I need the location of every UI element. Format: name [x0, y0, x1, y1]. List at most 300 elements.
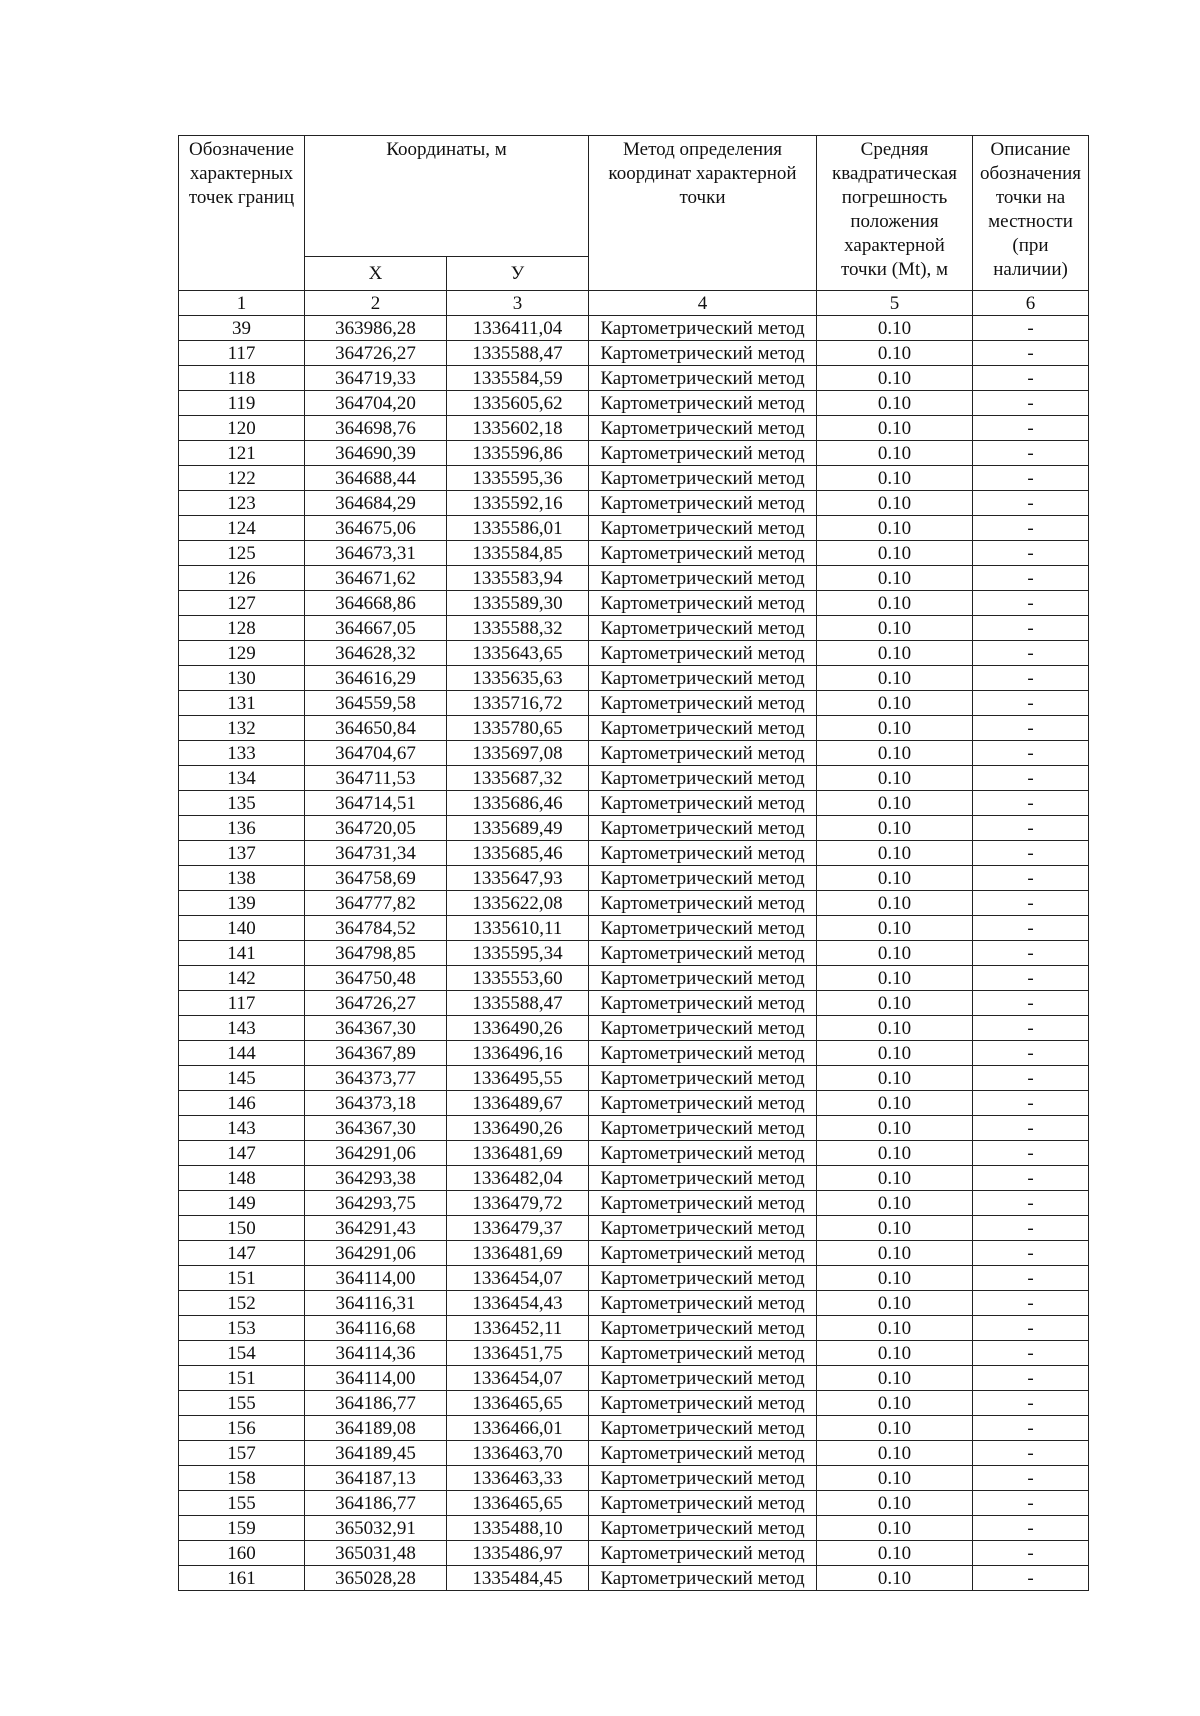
column-numbers-row — [179, 291, 1089, 316]
cell-point: 123 — [179, 491, 305, 516]
cell-method: Картометрический метод — [589, 1516, 817, 1541]
cell-x: 364116,31 — [305, 1291, 447, 1316]
cell-description: - — [973, 1341, 1089, 1366]
cell-y: 1336465,65 — [447, 1391, 589, 1416]
cell-method: Картометрический метод — [589, 1466, 817, 1491]
cell-method: Картометрический метод — [589, 1541, 817, 1566]
cell-point: 135 — [179, 791, 305, 816]
cell-method: Картометрический метод — [589, 891, 817, 916]
cell-y: 1336481,69 — [447, 1241, 589, 1266]
cell-description: - — [973, 1441, 1089, 1466]
table-row — [179, 791, 1089, 816]
cell-error: 0.10 — [817, 1266, 973, 1291]
cell-x: 364719,33 — [305, 366, 447, 391]
cell-description: - — [973, 1066, 1089, 1091]
cell-x: 364731,34 — [305, 841, 447, 866]
cell-description: - — [973, 516, 1089, 541]
cell-method: Картометрический метод — [589, 641, 817, 666]
cell-description: - — [973, 1116, 1089, 1141]
cell-error: 0.10 — [817, 466, 973, 491]
cell-point: 124 — [179, 516, 305, 541]
cell-method: Картометрический метод — [589, 791, 817, 816]
table-row — [179, 841, 1089, 866]
cell-y: 1335596,86 — [447, 441, 589, 466]
cell-x: 363986,28 — [305, 316, 447, 341]
cell-error: 0.10 — [817, 316, 973, 341]
cell-method: Картометрический метод — [589, 566, 817, 591]
cell-method: Картометрический метод — [589, 1291, 817, 1316]
cell-error: 0.10 — [817, 916, 973, 941]
cell-point: 146 — [179, 1091, 305, 1116]
cell-description: - — [973, 1491, 1089, 1516]
cell-y: 1336463,33 — [447, 1466, 589, 1491]
cell-description: - — [973, 766, 1089, 791]
cell-error: 0.10 — [817, 566, 973, 591]
cell-point: 130 — [179, 666, 305, 691]
cell-error: 0.10 — [817, 1491, 973, 1516]
header-point: Обозначение характерных точек границ — [179, 136, 305, 291]
table-row — [179, 1416, 1089, 1441]
table-row — [179, 1516, 1089, 1541]
table-row — [179, 916, 1089, 941]
table-row — [179, 991, 1089, 1016]
cell-description: - — [973, 1241, 1089, 1266]
cell-description: - — [973, 616, 1089, 641]
cell-point: 117 — [179, 341, 305, 366]
table-row — [179, 316, 1089, 341]
cell-description: - — [973, 1391, 1089, 1416]
column-number: 2 — [305, 291, 447, 316]
cell-error: 0.10 — [817, 1466, 973, 1491]
table-row — [179, 891, 1089, 916]
cell-x: 364293,75 — [305, 1191, 447, 1216]
cell-description: - — [973, 816, 1089, 841]
cell-x: 364704,67 — [305, 741, 447, 766]
table-body — [179, 291, 1089, 1591]
table-row — [179, 1266, 1089, 1291]
cell-y: 1336454,43 — [447, 1291, 589, 1316]
cell-error: 0.10 — [817, 941, 973, 966]
table-row — [179, 616, 1089, 641]
cell-y: 1335780,65 — [447, 716, 589, 741]
cell-method: Картометрический метод — [589, 391, 817, 416]
cell-description: - — [973, 1191, 1089, 1216]
cell-error: 0.10 — [817, 1191, 973, 1216]
cell-x: 365028,28 — [305, 1566, 447, 1591]
cell-x: 364798,85 — [305, 941, 447, 966]
cell-error: 0.10 — [817, 966, 973, 991]
cell-point: 150 — [179, 1216, 305, 1241]
cell-method: Картометрический метод — [589, 916, 817, 941]
cell-error: 0.10 — [817, 641, 973, 666]
cell-point: 149 — [179, 1191, 305, 1216]
cell-y: 1335605,62 — [447, 391, 589, 416]
cell-point: 147 — [179, 1141, 305, 1166]
table-row — [179, 1191, 1089, 1216]
cell-method: Картометрический метод — [589, 1116, 817, 1141]
cell-method: Картометрический метод — [589, 1391, 817, 1416]
cell-description: - — [973, 416, 1089, 441]
table-row — [179, 1241, 1089, 1266]
cell-description: - — [973, 666, 1089, 691]
table-row — [179, 1166, 1089, 1191]
cell-error: 0.10 — [817, 666, 973, 691]
header-x: X — [305, 257, 447, 291]
cell-y: 1335583,94 — [447, 566, 589, 591]
cell-description: - — [973, 866, 1089, 891]
cell-point: 156 — [179, 1416, 305, 1441]
cell-method: Картометрический метод — [589, 541, 817, 566]
cell-method: Картометрический метод — [589, 1216, 817, 1241]
cell-method: Картометрический метод — [589, 1191, 817, 1216]
table-row — [179, 566, 1089, 591]
table-row — [179, 1491, 1089, 1516]
cell-y: 1335589,30 — [447, 591, 589, 616]
cell-error: 0.10 — [817, 891, 973, 916]
cell-method: Картометрический метод — [589, 616, 817, 641]
cell-x: 364367,30 — [305, 1116, 447, 1141]
cell-point: 138 — [179, 866, 305, 891]
cell-method: Картометрический метод — [589, 841, 817, 866]
coordinates-table — [178, 135, 1089, 1591]
cell-method: Картометрический метод — [589, 1141, 817, 1166]
cell-y: 1335486,97 — [447, 1541, 589, 1566]
cell-point: 132 — [179, 716, 305, 741]
cell-x: 364367,30 — [305, 1016, 447, 1041]
cell-point: 155 — [179, 1491, 305, 1516]
cell-y: 1336490,26 — [447, 1116, 589, 1141]
cell-y: 1335595,34 — [447, 941, 589, 966]
cell-point: 134 — [179, 766, 305, 791]
cell-error: 0.10 — [817, 841, 973, 866]
cell-x: 364667,05 — [305, 616, 447, 641]
cell-error: 0.10 — [817, 1116, 973, 1141]
table-row — [179, 941, 1089, 966]
cell-x: 364116,68 — [305, 1316, 447, 1341]
table-row — [179, 1041, 1089, 1066]
cell-description: - — [973, 566, 1089, 591]
cell-y: 1336495,55 — [447, 1066, 589, 1091]
cell-point: 122 — [179, 466, 305, 491]
cell-x: 364650,84 — [305, 716, 447, 741]
header-method: Метод определения координат характерной точки — [589, 136, 817, 291]
table-row — [179, 641, 1089, 666]
cell-x: 364291,06 — [305, 1241, 447, 1266]
cell-y: 1336411,04 — [447, 316, 589, 341]
cell-error: 0.10 — [817, 1291, 973, 1316]
cell-error: 0.10 — [817, 391, 973, 416]
cell-point: 140 — [179, 916, 305, 941]
cell-y: 1335697,08 — [447, 741, 589, 766]
cell-y: 1335685,46 — [447, 841, 589, 866]
cell-description: - — [973, 1516, 1089, 1541]
cell-y: 1336496,16 — [447, 1041, 589, 1066]
cell-x: 364671,62 — [305, 566, 447, 591]
table-row — [179, 491, 1089, 516]
table-row — [179, 1341, 1089, 1366]
cell-x: 364777,82 — [305, 891, 447, 916]
cell-description: - — [973, 1091, 1089, 1116]
table-row — [179, 716, 1089, 741]
cell-y: 1335553,60 — [447, 966, 589, 991]
table-row — [179, 1566, 1089, 1591]
cell-x: 364673,31 — [305, 541, 447, 566]
cell-description: - — [973, 891, 1089, 916]
cell-description: - — [973, 1316, 1089, 1341]
cell-x: 364291,06 — [305, 1141, 447, 1166]
cell-y: 1335686,46 — [447, 791, 589, 816]
cell-description: - — [973, 341, 1089, 366]
cell-y: 1336452,11 — [447, 1316, 589, 1341]
cell-x: 364726,27 — [305, 991, 447, 1016]
table-row — [179, 1116, 1089, 1141]
cell-y: 1336489,67 — [447, 1091, 589, 1116]
cell-error: 0.10 — [817, 1216, 973, 1241]
cell-error: 0.10 — [817, 691, 973, 716]
cell-y: 1336481,69 — [447, 1141, 589, 1166]
cell-description: - — [973, 791, 1089, 816]
cell-y: 1336454,07 — [447, 1366, 589, 1391]
cell-point: 131 — [179, 691, 305, 716]
table-row — [179, 416, 1089, 441]
cell-method: Картометрический метод — [589, 666, 817, 691]
cell-description: - — [973, 1266, 1089, 1291]
cell-y: 1335584,59 — [447, 366, 589, 391]
cell-point: 143 — [179, 1016, 305, 1041]
cell-method: Картометрический метод — [589, 316, 817, 341]
cell-x: 364758,69 — [305, 866, 447, 891]
cell-x: 364726,27 — [305, 341, 447, 366]
cell-method: Картометрический метод — [589, 1041, 817, 1066]
cell-description: - — [973, 716, 1089, 741]
cell-point: 144 — [179, 1041, 305, 1066]
cell-method: Картометрический метод — [589, 1416, 817, 1441]
header-coords: Координаты, м — [305, 136, 589, 257]
cell-error: 0.10 — [817, 1516, 973, 1541]
cell-method: Картометрический метод — [589, 441, 817, 466]
cell-method: Картометрический метод — [589, 1441, 817, 1466]
table-row — [179, 1441, 1089, 1466]
cell-x: 364186,77 — [305, 1491, 447, 1516]
cell-x: 364720,05 — [305, 816, 447, 841]
cell-error: 0.10 — [817, 416, 973, 441]
table-header — [179, 136, 1089, 291]
cell-y: 1335588,47 — [447, 341, 589, 366]
cell-error: 0.10 — [817, 1441, 973, 1466]
cell-method: Картометрический метод — [589, 1341, 817, 1366]
cell-point: 128 — [179, 616, 305, 641]
cell-method: Картометрический метод — [589, 1091, 817, 1116]
cell-x: 364628,32 — [305, 641, 447, 666]
cell-point: 157 — [179, 1441, 305, 1466]
cell-point: 158 — [179, 1466, 305, 1491]
cell-description: - — [973, 1166, 1089, 1191]
cell-point: 152 — [179, 1291, 305, 1316]
table-row — [179, 441, 1089, 466]
cell-point: 143 — [179, 1116, 305, 1141]
table-row — [179, 516, 1089, 541]
table-row — [179, 666, 1089, 691]
cell-point: 159 — [179, 1516, 305, 1541]
cell-description: - — [973, 741, 1089, 766]
cell-point: 136 — [179, 816, 305, 841]
table-row — [179, 766, 1089, 791]
cell-error: 0.10 — [817, 1541, 973, 1566]
cell-error: 0.10 — [817, 1066, 973, 1091]
cell-point: 151 — [179, 1266, 305, 1291]
cell-y: 1335488,10 — [447, 1516, 589, 1541]
cell-method: Картометрический метод — [589, 1491, 817, 1516]
cell-description: - — [973, 541, 1089, 566]
cell-error: 0.10 — [817, 1041, 973, 1066]
cell-method: Картометрический метод — [589, 591, 817, 616]
cell-y: 1335588,32 — [447, 616, 589, 641]
cell-method: Картометрический метод — [589, 341, 817, 366]
cell-y: 1335610,11 — [447, 916, 589, 941]
column-number: 4 — [589, 291, 817, 316]
cell-description: - — [973, 1016, 1089, 1041]
cell-x: 364698,76 — [305, 416, 447, 441]
cell-x: 365032,91 — [305, 1516, 447, 1541]
cell-x: 364668,86 — [305, 591, 447, 616]
cell-y: 1336463,70 — [447, 1441, 589, 1466]
cell-point: 118 — [179, 366, 305, 391]
cell-point: 129 — [179, 641, 305, 666]
table-row — [179, 866, 1089, 891]
table-row — [179, 1541, 1089, 1566]
cell-method: Картометрический метод — [589, 466, 817, 491]
cell-x: 364189,45 — [305, 1441, 447, 1466]
cell-y: 1336479,72 — [447, 1191, 589, 1216]
cell-x: 364186,77 — [305, 1391, 447, 1416]
cell-method: Картометрический метод — [589, 491, 817, 516]
cell-description: - — [973, 1541, 1089, 1566]
cell-y: 1335592,16 — [447, 491, 589, 516]
cell-point: 119 — [179, 391, 305, 416]
cell-y: 1335687,32 — [447, 766, 589, 791]
cell-description: - — [973, 1466, 1089, 1491]
cell-method: Картометрический метод — [589, 1016, 817, 1041]
cell-error: 0.10 — [817, 541, 973, 566]
cell-error: 0.10 — [817, 616, 973, 641]
cell-point: 120 — [179, 416, 305, 441]
cell-y: 1336482,04 — [447, 1166, 589, 1191]
column-number: 6 — [973, 291, 1089, 316]
cell-x: 364559,58 — [305, 691, 447, 716]
cell-y: 1335643,65 — [447, 641, 589, 666]
table-row — [179, 541, 1089, 566]
table-row — [179, 1216, 1089, 1241]
cell-point: 137 — [179, 841, 305, 866]
cell-error: 0.10 — [817, 1141, 973, 1166]
cell-y: 1336465,65 — [447, 1491, 589, 1516]
cell-description: - — [973, 316, 1089, 341]
cell-point: 127 — [179, 591, 305, 616]
cell-error: 0.10 — [817, 491, 973, 516]
cell-point: 145 — [179, 1066, 305, 1091]
cell-x: 364114,36 — [305, 1341, 447, 1366]
cell-method: Картометрический метод — [589, 1266, 817, 1291]
cell-error: 0.10 — [817, 1166, 973, 1191]
cell-y: 1335586,01 — [447, 516, 589, 541]
cell-description: - — [973, 1416, 1089, 1441]
cell-point: 153 — [179, 1316, 305, 1341]
cell-description: - — [973, 966, 1089, 991]
cell-y: 1335716,72 — [447, 691, 589, 716]
table-row — [179, 1066, 1089, 1091]
table-row — [179, 466, 1089, 491]
table-row — [179, 1316, 1089, 1341]
column-number: 3 — [447, 291, 589, 316]
cell-x: 364704,20 — [305, 391, 447, 416]
cell-x: 364688,44 — [305, 466, 447, 491]
cell-error: 0.10 — [817, 716, 973, 741]
cell-x: 364784,52 — [305, 916, 447, 941]
table-row — [179, 816, 1089, 841]
cell-error: 0.10 — [817, 1016, 973, 1041]
table-row — [179, 1366, 1089, 1391]
cell-description: - — [973, 441, 1089, 466]
cell-x: 364114,00 — [305, 1366, 447, 1391]
cell-x: 364750,48 — [305, 966, 447, 991]
table-row — [179, 966, 1089, 991]
cell-method: Картометрический метод — [589, 866, 817, 891]
cell-method: Картометрический метод — [589, 416, 817, 441]
cell-y: 1336479,37 — [447, 1216, 589, 1241]
cell-method: Картометрический метод — [589, 516, 817, 541]
cell-description: - — [973, 366, 1089, 391]
cell-description: - — [973, 1041, 1089, 1066]
cell-x: 364187,13 — [305, 1466, 447, 1491]
cell-error: 0.10 — [817, 441, 973, 466]
cell-error: 0.10 — [817, 1566, 973, 1591]
cell-description: - — [973, 641, 1089, 666]
cell-y: 1335635,63 — [447, 666, 589, 691]
cell-error: 0.10 — [817, 866, 973, 891]
cell-error: 0.10 — [817, 1391, 973, 1416]
cell-point: 126 — [179, 566, 305, 591]
cell-description: - — [973, 391, 1089, 416]
cell-method: Картометрический метод — [589, 1241, 817, 1266]
cell-point: 117 — [179, 991, 305, 1016]
header-y: У — [447, 257, 589, 291]
cell-error: 0.10 — [817, 1416, 973, 1441]
cell-description: - — [973, 1216, 1089, 1241]
cell-method: Картометрический метод — [589, 1166, 817, 1191]
cell-x: 364373,77 — [305, 1066, 447, 1091]
cell-method: Картометрический метод — [589, 741, 817, 766]
cell-x: 364291,43 — [305, 1216, 447, 1241]
cell-error: 0.10 — [817, 1341, 973, 1366]
cell-description: - — [973, 1366, 1089, 1391]
cell-y: 1336490,26 — [447, 1016, 589, 1041]
table-row — [179, 1391, 1089, 1416]
cell-method: Картометрический метод — [589, 716, 817, 741]
cell-point: 148 — [179, 1166, 305, 1191]
cell-method: Картометрический метод — [589, 941, 817, 966]
cell-method: Картометрический метод — [589, 1366, 817, 1391]
cell-description: - — [973, 916, 1089, 941]
cell-y: 1335595,36 — [447, 466, 589, 491]
cell-y: 1336466,01 — [447, 1416, 589, 1441]
cell-x: 364189,08 — [305, 1416, 447, 1441]
cell-error: 0.10 — [817, 341, 973, 366]
table-row — [179, 591, 1089, 616]
cell-y: 1335588,47 — [447, 991, 589, 1016]
cell-y: 1335484,45 — [447, 1566, 589, 1591]
cell-point: 121 — [179, 441, 305, 466]
cell-error: 0.10 — [817, 766, 973, 791]
